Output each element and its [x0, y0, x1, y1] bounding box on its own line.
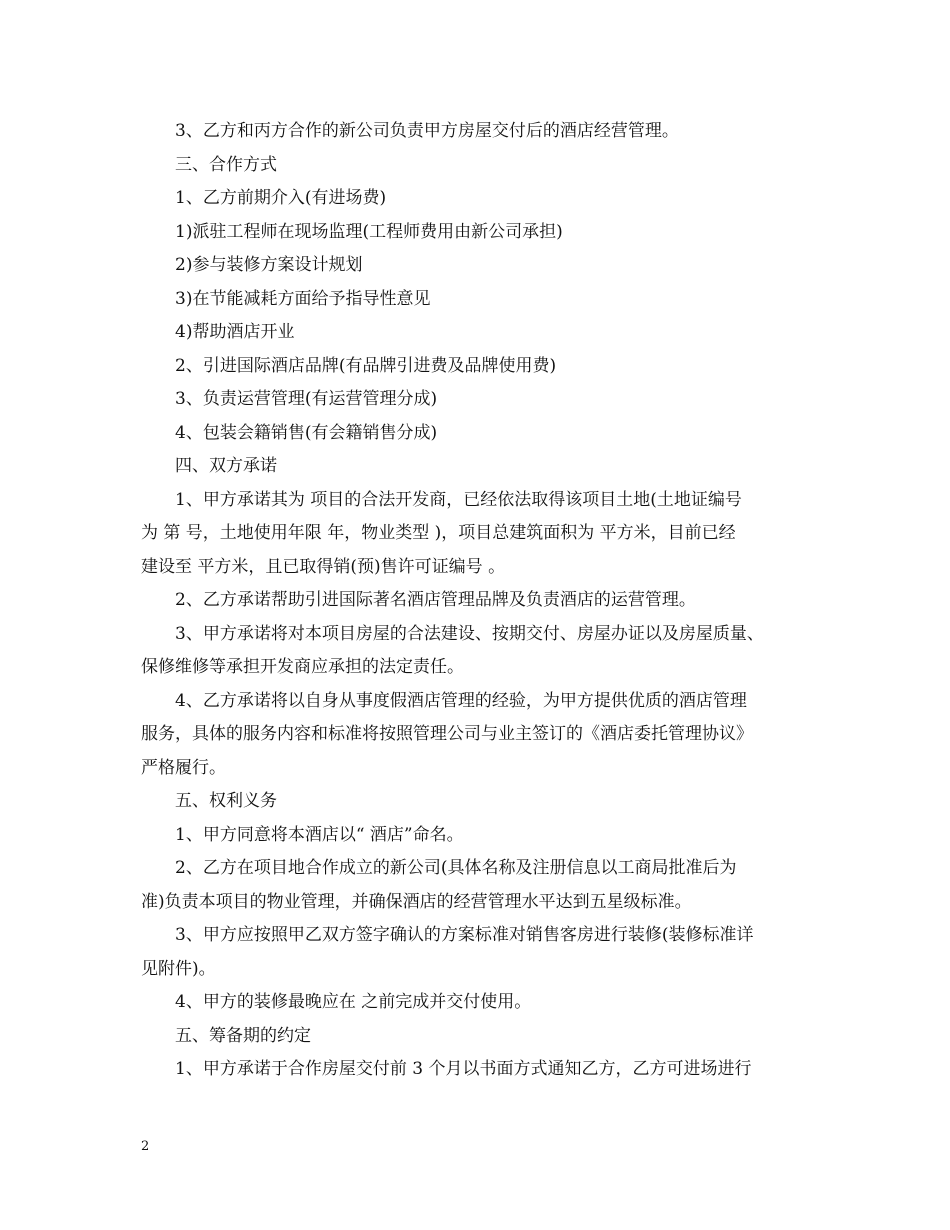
section-heading: 五、权利义务 [175, 791, 277, 811]
paragraph-line: 服务，具体的服务内容和标准将按照管理公司与业主签订的《酒店委托管理协议》 [141, 724, 753, 744]
paragraph-line: 2、引进国际酒店品牌(有品牌引进费及品牌使用费) [175, 355, 557, 376]
paragraph-line: 2、乙方承诺帮助引进国际著名酒店管理品牌及负责酒店的运营管理。 [175, 590, 696, 610]
section-heading: 三、合作方式 [175, 154, 277, 175]
paragraph-line: 1、乙方前期介入(有进场费) [175, 188, 387, 208]
paragraph-line: 1、甲方同意将本酒店以“ 酒店”命名。 [175, 824, 464, 845]
page-number: 2 [141, 1139, 150, 1154]
document-body [141, 115, 815, 1087]
paragraph-line: 1)派驻工程师在现场监理(工程师费用由新公司承担) [175, 221, 563, 242]
paragraph-line: 3)在节能减耗方面给予指导性意见 [175, 288, 431, 309]
paragraph-line: 2)参与装修方案设计规划 [175, 255, 363, 275]
paragraph-line: 保修维修等承担开发商应承担的法定责任。 [141, 657, 464, 677]
paragraph-line: 见附件)。 [141, 958, 216, 979]
paragraph-line: 2、乙方在项目地合作成立的新公司(具体名称及注册信息以工商局批准后为 [175, 858, 737, 878]
paragraph-line: 3、乙方和丙方合作的新公司负责甲方房屋交付后的酒店经营管理。 [175, 121, 679, 141]
paragraph-line: 严格履行。 [141, 757, 226, 778]
section-heading: 四、双方承诺 [175, 456, 277, 476]
paragraph-line: 3、甲方承诺将对本项目房屋的合法建设、按期交付、房屋办证以及房屋质量、 [175, 623, 764, 644]
section-heading: 五、筹备期的约定 [175, 1025, 311, 1046]
paragraph-line: 建设至 平方米，且已取得销(预)售许可证编号 。 [141, 556, 506, 577]
paragraph-line: 4、乙方承诺将以自身从事度假酒店管理的经验，为甲方提供优质的酒店管理 [175, 690, 747, 711]
paragraph-line: 4)帮助酒店开业 [175, 322, 295, 342]
paragraph-line: 4、包装会籍销售(有会籍销售分成) [175, 422, 438, 443]
paragraph-line: 为 第 号，土地使用年限 年，物业类型 )，项目总建筑面积为 平方米，目前已经 [141, 523, 736, 543]
paragraph-line: 3、负责运营管理(有运营管理分成) [175, 389, 438, 409]
paragraph-line: 1、甲方承诺于合作房屋交付前 3 个月以书面方式通知乙方，乙方可进场进行 [175, 1059, 752, 1079]
paragraph-line: 3、甲方应按照甲乙双方签字确认的方案标准对销售客房进行装修(装修标准详 [175, 925, 754, 945]
paragraph-line: 4、甲方的装修最晚应在 之前完成并交付使用。 [175, 992, 532, 1012]
paragraph-line: 1、甲方承诺其为 项目的合法开发商，已经依法取得该项目土地(土地证编号 [175, 489, 742, 510]
paragraph-line: 准)负责本项目的物业管理，并确保酒店的经营管理水平达到五星级标准。 [141, 891, 692, 912]
